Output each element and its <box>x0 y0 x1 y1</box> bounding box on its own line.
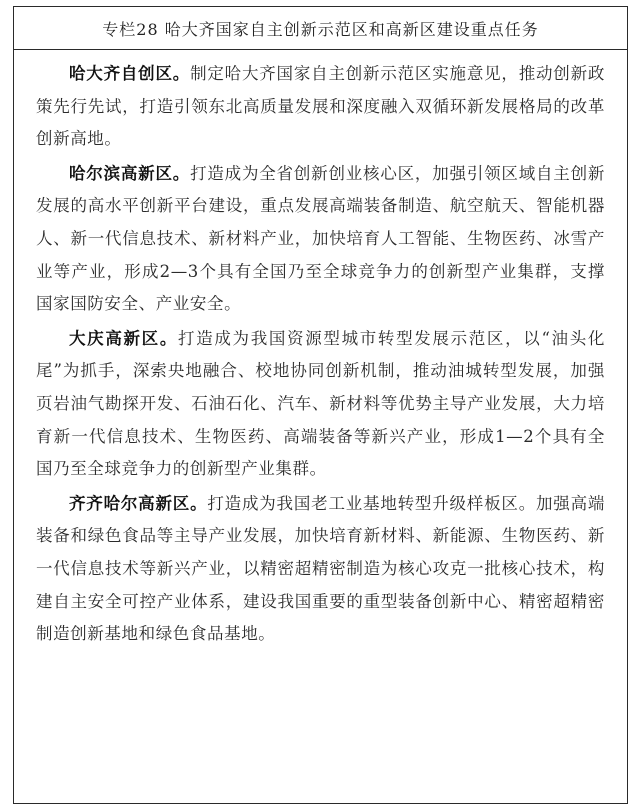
section-harbin <box>36 158 605 321</box>
section-hadaqi <box>36 58 605 156</box>
section-daqing <box>36 323 605 486</box>
section-heading: 齐齐哈尔高新区。 <box>69 493 208 513</box>
section-heading: 哈大齐自创区。 <box>69 64 191 83</box>
section-text: 打造成为我国老工业基地转型升级样板区。加强高端装备和绿色食品等主导产业发展，加快培育新材料、新能源、生物医药、新一代信息技术等新兴产业，以精密超精密制造为核心攻克一批核心技术，构建自主安全可控产业体系，建设我国重要的重型装备创新中心、精密超精密制造创新基地和绿色食品基地。 <box>36 493 605 644</box>
box-content <box>14 50 627 651</box>
section-text: 制定哈大齐国家自主创新示范区实施意见，推动创新政策先行先试，打造引领东北高质量发展和深度融入双循环新发展格局的改革创新高地。 <box>36 64 605 149</box>
section-text: 打造成为全省创新创业核心区，加强引领区域自主创新发展的高水平创新平台建设，重点发展高端装备制造、航空航天、智能机器人、新一代信息技术、新材料产业，加快培育人工智能、生物医药、冰雪产业等产业，形成2—3个具有全国乃至全球竞争力的创新型产业集群，支撑国家国防安全、产业安全。 <box>36 163 605 314</box>
section-qiqihar <box>36 488 605 651</box>
feature-box <box>13 6 628 804</box>
box-title: 专栏28 哈大齐国家自主创新示范区和高新区建设重点任务 <box>14 7 627 50</box>
section-text: 打造成为我国资源型城市转型发展示范区，以“油头化尾”为抓手，深索央地融合、校地协同创新机制，推动油城转型发展，加强页岩油气勘探开发、石油石化、汽车、新材料等优势主导产业发展，大力培育新一代信息技术、生物医药、高端装备等新兴产业，形成1—2个具有全国乃至全球竞争力的创新型产业集群。 <box>36 328 605 479</box>
section-heading: 哈尔滨高新区。 <box>69 163 191 183</box>
section-heading: 大庆高新区。 <box>69 328 179 348</box>
